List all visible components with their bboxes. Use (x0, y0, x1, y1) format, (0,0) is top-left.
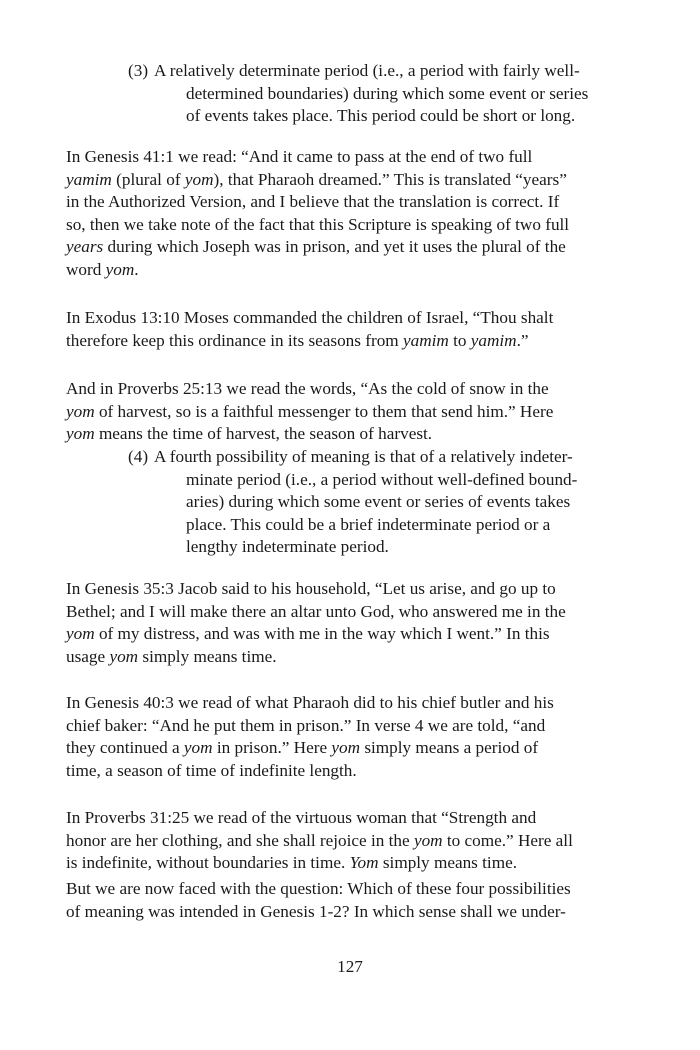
item-number: (4) (128, 447, 149, 466)
text-line (66, 423, 626, 446)
italic-term: Yom (349, 853, 379, 873)
text-span: honor are her clothing, and she shall rejoice in the (66, 830, 414, 850)
italic-term: yom (331, 738, 361, 758)
text-line (66, 737, 626, 760)
text-line (66, 259, 626, 282)
italic-term: yom (105, 259, 135, 279)
text-line: In Genesis 40:3 we read of what Pharaoh did to his chief butler and his (66, 693, 554, 712)
text-line (66, 623, 626, 646)
text-span: . (134, 259, 139, 279)
text-span: is indefinite, without boundaries in time. (66, 853, 350, 873)
text-span: (plural of (111, 169, 185, 189)
italic-term: yom (183, 738, 213, 758)
page-number: 127 (337, 957, 363, 976)
item-line: determined boundaries) during which some event or series (186, 83, 589, 103)
text-line (66, 236, 626, 259)
italic-term: yom (109, 646, 139, 666)
italic-term: yamim (66, 169, 112, 189)
text-line: chief baker: “And he put them in prison.” In verse 4 we are told, “and (66, 715, 546, 735)
text-span: ), that Pharaoh dreamed.” This is translated “years” (213, 169, 567, 189)
text-line: In Genesis 35:3 Jacob said to his household, “Let us arise, and go up to (66, 579, 556, 598)
text-span: during which Joseph was in prison, and yet it uses the plural of the (103, 237, 566, 257)
text-span: to (448, 330, 471, 350)
italic-term: yom (66, 424, 95, 444)
numbered-item-3 (128, 60, 636, 128)
text-span: simply means a period of (360, 738, 539, 758)
text-span: word (66, 259, 106, 279)
text-span: in prison.” Here (212, 738, 332, 758)
text-line: In Exodus 13:10 Moses commanded the children of Israel, “Thou shalt (66, 308, 554, 327)
text-line (66, 401, 626, 424)
italic-term: yom (413, 830, 443, 850)
text-line: time, a season of time of indefinite length. (66, 760, 357, 780)
item-line: place. This could be a brief indeterminate period or a (186, 514, 551, 534)
text-span: simply means time. (378, 853, 518, 873)
text-line: of meaning was intended in Genesis 1-2? In which sense shall we under- (66, 901, 566, 921)
italic-term: yom (66, 624, 95, 644)
italic-term: yamim (402, 330, 449, 350)
paragraph-exodus-13 (66, 307, 626, 352)
item-line: A fourth possibility of meaning is that of a relatively indeter- (154, 447, 573, 466)
text-span: therefore keep this ordinance in its seasons from (66, 330, 403, 350)
italic-term: yom (184, 169, 214, 189)
item-line: A relatively determinate period (i.e., a period with fairly well- (154, 61, 580, 80)
text-span: of harvest, so is a faithful messenger to them that send him.” Here (94, 401, 554, 421)
text-span: usage (66, 646, 110, 666)
paragraph-question (66, 878, 626, 923)
text-span: to come.” Here all (442, 830, 573, 850)
text-line: Bethel; and I will make there an altar unto God, who answered me in the (66, 601, 566, 621)
text-span: they continued a (66, 738, 184, 758)
paragraph-proverbs-25 (66, 378, 626, 446)
text-span: means the time of harvest, the season of harvest. (94, 424, 433, 444)
text-span: of my distress, and was with me in the way which I went.” In this (94, 624, 550, 644)
text-line: In Genesis 41:1 we read: “And it came to pass at the end of two full (66, 147, 533, 166)
numbered-item-4 (128, 446, 636, 559)
paragraph-genesis-41 (66, 146, 626, 282)
text-line: But we are now faced with the question: Which of these four possibilities (66, 879, 571, 898)
text-span: .” (516, 330, 529, 350)
text-line: And in Proverbs 25:13 we read the words, “As the cold of snow in the (66, 379, 549, 398)
text-span: simply means time. (138, 646, 277, 666)
italic-term: years (66, 237, 104, 257)
italic-term: yamim (470, 330, 517, 350)
paragraph-genesis-35 (66, 578, 626, 668)
text-line (66, 330, 626, 353)
item-line: lengthy indeterminate period. (186, 537, 389, 557)
item-line: aries) during which some event or series of events takes (186, 492, 571, 512)
text-line (66, 830, 626, 853)
item-line: of events takes place. This period could be short or long. (186, 106, 576, 126)
item-number: (3) (128, 61, 149, 80)
text-line: in the Authorized Version, and I believe that the translation is correct. If (66, 192, 560, 212)
italic-term: yom (66, 401, 95, 421)
item-line: minate period (i.e., a period without well-defined bound- (186, 469, 578, 489)
paragraph-proverbs-31 (66, 807, 626, 875)
text-line (66, 169, 626, 192)
text-line: so, then we take note of the fact that this Scripture is speaking of two full (66, 214, 570, 234)
text-line (66, 852, 626, 875)
text-line: In Proverbs 31:25 we read of the virtuous woman that “Strength and (66, 808, 537, 827)
text-line (66, 646, 626, 669)
paragraph-genesis-40 (66, 692, 626, 782)
